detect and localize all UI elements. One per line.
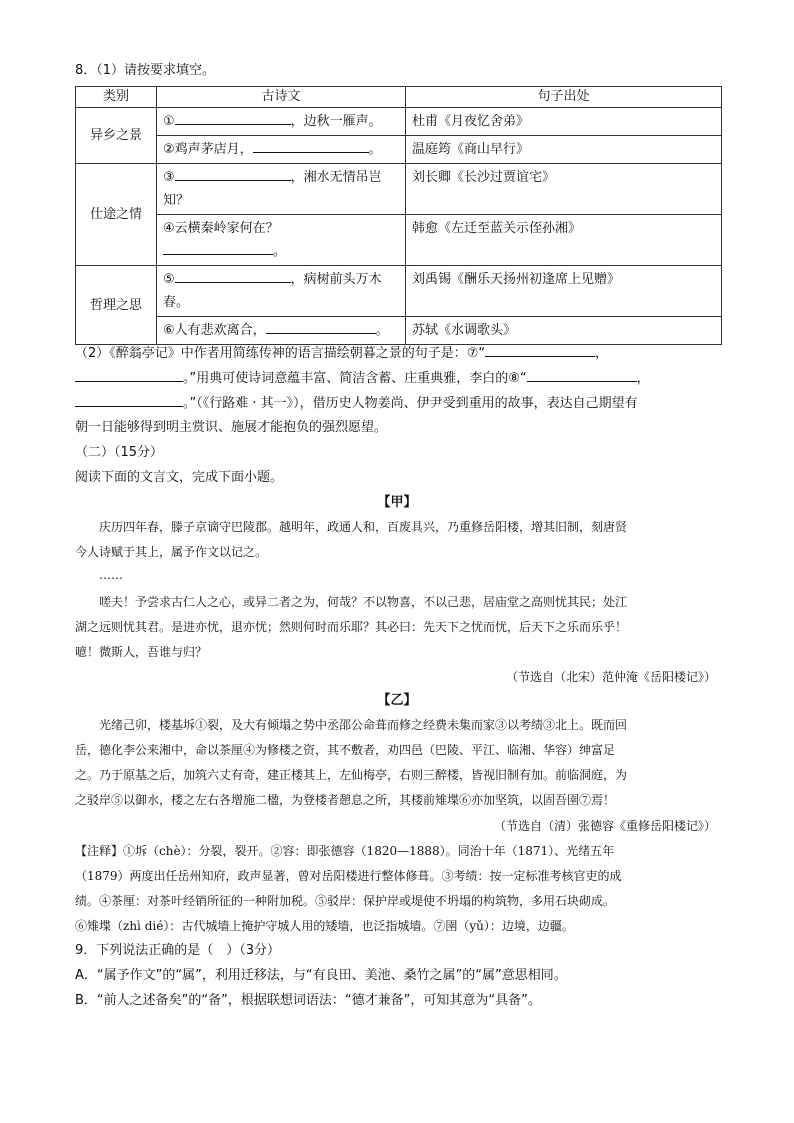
poem-cell (157, 136, 406, 164)
source-cell: 温庭筠《商山早行》 (406, 136, 722, 164)
text: 。”用典可使诗词意蕴丰富、简洁含蓄、庄重典雅，李白的⑧“ (183, 371, 527, 386)
blank-number: ⑤ (163, 272, 175, 287)
answer-blank[interactable] (527, 369, 637, 382)
poem-text: 春。 (163, 295, 190, 310)
text: ， (636, 371, 650, 386)
passage-line: 岳，德化李公来湘中，命以茶厘④为修楼之资，其不敷者，劝四邑（巴陵、平江、临湘、华容）绅富足 (75, 743, 616, 757)
poem-cell (157, 215, 406, 266)
blank-number: ① (163, 114, 175, 129)
table-row (76, 266, 722, 317)
poem-text: 。 (375, 323, 389, 338)
q9-option-b[interactable]: B．“前人之述备矣”的“备”，根据联想词语法：“德才兼备”，可知其意为“具备”。 (75, 993, 541, 1008)
table-row (76, 215, 722, 266)
poem-text: 知？ (163, 193, 190, 208)
category-cell: 异乡之景 (76, 108, 157, 164)
ellipsis: …… (99, 568, 123, 582)
q8-part2-line2 (75, 369, 650, 388)
q8-part2-line3 (75, 394, 638, 413)
section-instruction: 阅读下面的文言文，完成下面小题。 (75, 470, 284, 485)
q9-stem: 9．下列说法正确的是（ ）（3分） (75, 943, 281, 958)
text: （2）《醉翁亭记》中作者用简练传神的语言描绘朝暮之景的句子是：⑦“ (75, 346, 486, 361)
header-source: 句子出处 (406, 87, 722, 108)
passage-line: 庆历四年春，滕子京谪守巴陵郡。越明年，政通人和，百废具兴，乃重修岳阳楼，增其旧制，刻唐贤 (99, 520, 628, 534)
source-cell: 苏轼《水调歌头》 (406, 317, 722, 345)
blank-number: ③ (163, 170, 175, 185)
notes-line: （1879）两度出任岳州知府，政声显著，曾对岳阳楼进行整体修葺。③考绩：按一定标准考核官吏的成 (75, 869, 622, 883)
poem-cell (157, 317, 406, 345)
blank-number: ④ (163, 221, 175, 236)
source-cell: 刘长卿《长沙过贾谊宅》 (406, 164, 722, 215)
poem-text: ，边秋一雁声。 (290, 114, 382, 129)
blank-number: ⑥ (163, 323, 175, 338)
q9-option-a[interactable]: A．“属予作文”的“属”，利用迁移法，与“有良田、美池、桑竹之属”的“属”意思相同。 (75, 968, 567, 983)
answer-blank[interactable] (75, 394, 183, 407)
category-cell: 仕途之情 (76, 164, 157, 266)
table-row (76, 317, 722, 345)
answer-blank[interactable] (163, 242, 273, 255)
poem-text: 。 (273, 244, 287, 259)
passage-line: 之。乃于原基之后，加筑六丈有奇，建正楼其上，左仙梅亭，右则三醉楼，皆视旧制有加。前临洞庭，为 (75, 768, 628, 782)
poem-text: 。 (368, 142, 382, 157)
notes-line: 绩。④茶厘：对茶叶经销所征的一种附加税。⑤驳岸：保护岸或堤使不坍塌的构筑物，多用石块砌成。 (75, 894, 616, 908)
poem-text: ，湘水无情吊岂 (290, 170, 382, 185)
table-row (76, 164, 722, 215)
table-row (76, 136, 722, 164)
poem-text: 人有悲欢离合， (174, 323, 266, 338)
poem-text: 云横秦岭家何在？ (174, 221, 279, 236)
source-cell: 杜甫《月夜忆舍弟》 (406, 108, 722, 136)
text: 。”（《行路难 · 其一》），借历史人物姜尚、伊尹受到重用的故事，表达自己期望有 (183, 396, 638, 411)
text: ， (595, 346, 609, 361)
source-cell: 韩愈《左迁至蓝关示侄孙湘》 (406, 215, 722, 266)
passage-line: 嗟夫！予尝求古仁人之心，或异二者之为，何哉？不以物喜，不以己悲，居庙堂之高则忧其民；处江 (99, 595, 628, 609)
passage-line: 噫！微斯人，吾谁与归？ (75, 645, 208, 659)
poem-text: 鸡声茅店月， (174, 142, 253, 157)
passage-yi-source: （节选自（清）张德容《重修岳阳楼记》） (493, 819, 716, 833)
section-heading: （二）（15分） (75, 445, 164, 460)
poem-text: ，病树前头万木 (290, 272, 382, 287)
q8-part2-line1 (75, 344, 608, 363)
fill-table (75, 86, 722, 345)
category-cell: 哲理之思 (76, 266, 157, 345)
answer-blank[interactable] (266, 321, 376, 334)
q8-part2-line4: 朝一日能够得到明主赏识、施展才能抱负的强烈愿望。 (75, 420, 388, 435)
blank-number: ② (163, 142, 175, 157)
answer-blank[interactable] (175, 270, 291, 283)
notes-line: 【注释】①坼（chè）：分裂，裂开。②容：即张德容（1820—1888）。同治十年（1871）、光绪五年 (75, 844, 615, 858)
answer-blank[interactable] (253, 140, 369, 153)
notes-line: ⑥雉堞（zhì dié）：古代城墙上掩护守城人用的矮墙，也泛指城墙。⑦圉（yǔ）：边境，边疆。 (75, 919, 574, 933)
passage-line: 湖之远则忧其君。是进亦忧，退亦忧；然则何时而乐耶？其必曰：先天下之忧而忧，后天下之乐而乐乎！ (75, 620, 628, 634)
passage-line: 光绪己卯，楼基坼①裂，及大有倾塌之势中丞邵公命葺而修之经费未集而家③以考绩③北上。既而回 (99, 718, 628, 732)
poem-cell (157, 266, 406, 317)
answer-blank[interactable] (485, 344, 595, 357)
source-cell: 刘禹锡《酬乐天扬州初逢席上见赠》 (406, 266, 722, 317)
header-poem: 古诗文 (157, 87, 406, 108)
passage-yi-title: 【乙】 (377, 693, 417, 708)
table-header-row (76, 87, 722, 108)
header-category: 类别 (76, 87, 157, 108)
passage-jia-source: （节选自（北宋）范仲淹《岳阳楼记》） (505, 670, 716, 684)
table-row (76, 108, 722, 136)
passage-line: 之驳岸⑤以御水，楼之左右各增施二楹，为登楼者憩息之所，其楼前雉堞⑥亦加坚筑，以固吾圉⑦焉！ (75, 793, 616, 807)
answer-blank[interactable] (175, 112, 291, 125)
q8-intro: 8．（1）请按要求填空。 (75, 63, 216, 78)
passage-jia-title: 【甲】 (377, 495, 417, 510)
poem-cell (157, 164, 406, 215)
answer-blank[interactable] (75, 369, 183, 382)
poem-cell (157, 108, 406, 136)
passage-line: 今人诗赋于其上，属予作文以记之。 (75, 545, 268, 559)
answer-blank[interactable] (175, 168, 291, 181)
